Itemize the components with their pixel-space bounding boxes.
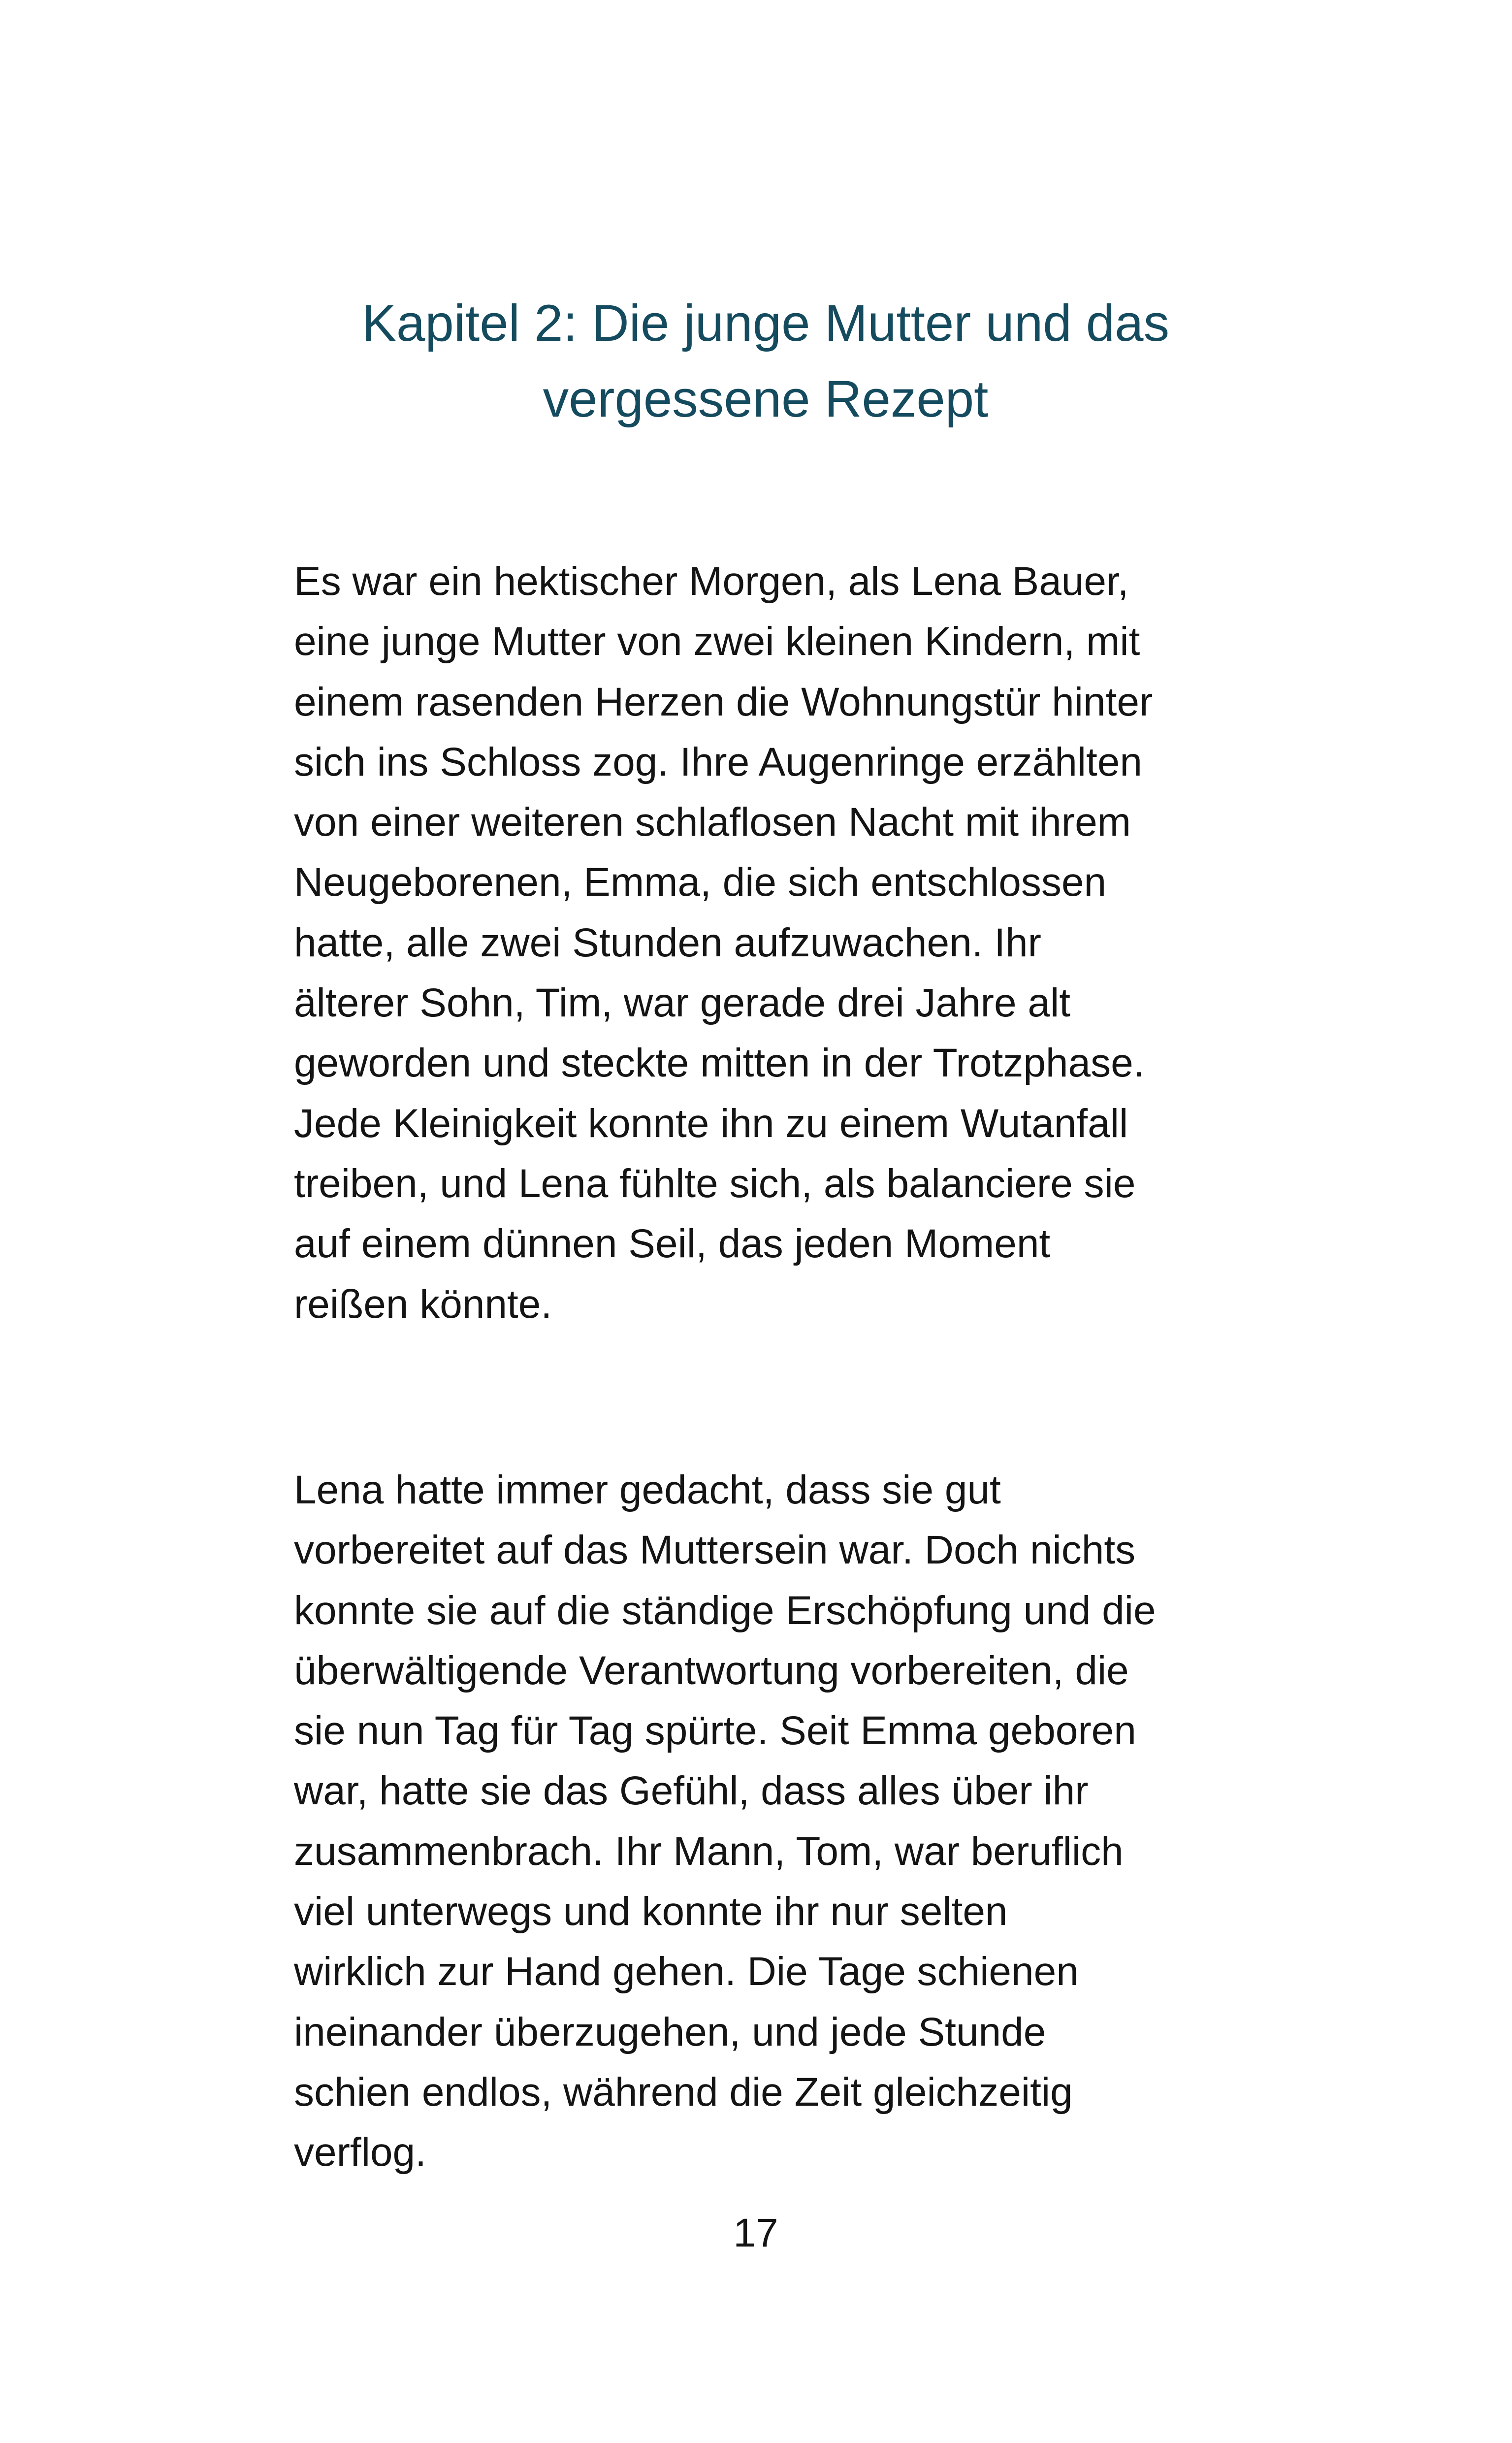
text-line: auf einem dünnen Seil, das jeden Moment	[294, 1221, 1051, 1267]
text-line: eine junge Mutter von zwei kleinen Kindern, mit	[294, 619, 1140, 664]
text-line: Jede Kleinigkeit konnte ihn zu einem Wutanfall	[294, 1101, 1128, 1146]
text-line: ineinander überzugehen, und jede Stunde	[294, 2009, 1046, 2054]
text-line: überwältigende Verantwortung vorbereiten, die	[294, 1648, 1129, 1693]
text-line: zusammenbrach. Ihr Mann, Tom, war beruflich	[294, 1828, 1124, 1874]
text-line: von einer weiteren schlaflosen Nacht mit ihrem	[294, 800, 1131, 845]
text-line: viel unterwegs und konnte ihr nur selten	[294, 1889, 1008, 1934]
text-line: Es war ein hektischer Morgen, als Lena Bauer,	[294, 559, 1129, 604]
chapter-title	[276, 286, 1255, 437]
text-line: vorbereitet auf das Muttersein war. Doch nichts	[294, 1528, 1136, 1573]
text-line: konnte sie auf die ständige Erschöpfung und die	[294, 1588, 1156, 1633]
text-line: älterer Sohn, Tim, war gerade drei Jahre alt	[294, 980, 1070, 1026]
text-line: Lena hatte immer gedacht, dass sie gut	[294, 1467, 1001, 1512]
text-line: sie nun Tag für Tag spürte. Seit Emma geboren	[294, 1708, 1136, 1754]
page-number: 17	[733, 2211, 778, 2255]
text-line: wirklich zur Hand gehen. Die Tage schienen	[294, 1949, 1079, 1994]
text-line: hatte, alle zwei Stunden aufzuwachen. Ihr	[294, 920, 1041, 965]
paragraph-1	[294, 552, 1259, 1335]
text-line: geworden und steckte mitten in der Trotzphase.	[294, 1041, 1145, 1086]
text-line: verflog.	[294, 2130, 426, 2175]
chapter-title-line: vergessene Rezept	[543, 370, 989, 428]
text-line: sich ins Schloss zog. Ihre Augenringe erzählten	[294, 739, 1143, 784]
text-line: schien endlos, während die Zeit gleichzeitig	[294, 2069, 1073, 2115]
text-line: treiben, und Lena fühlte sich, als balanciere sie	[294, 1161, 1136, 1206]
text-line: Neugeborenen, Emma, die sich entschlossen	[294, 860, 1107, 905]
chapter-title-line: Kapitel 2: Die junge Mutter und das	[361, 294, 1170, 352]
text-line: reißen könnte.	[294, 1281, 552, 1327]
text-line: einem rasenden Herzen die Wohnungstür hinter	[294, 679, 1153, 724]
text-line: war, hatte sie das Gefühl, dass alles über ihr	[294, 1768, 1089, 1814]
paragraph-2	[294, 1460, 1259, 2183]
